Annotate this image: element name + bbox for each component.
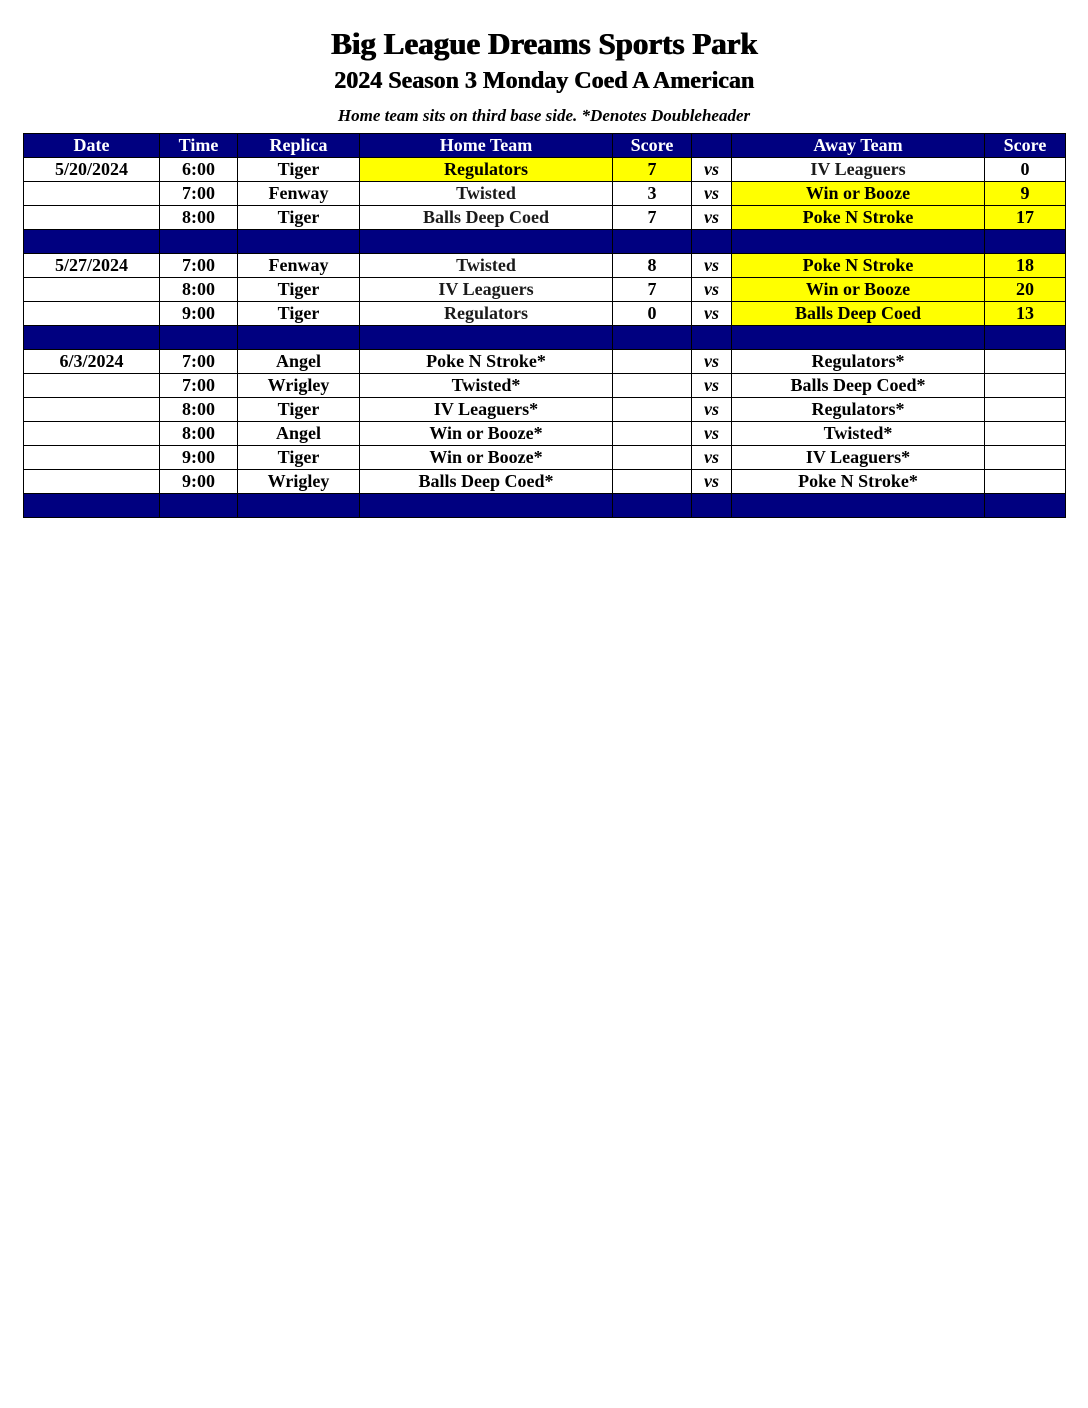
- separator-cell: [613, 326, 692, 350]
- date-cell: [24, 422, 160, 446]
- home-score-cell: [613, 350, 692, 374]
- home-score-cell: 7: [613, 278, 692, 302]
- away-score-cell: [985, 446, 1066, 470]
- table-row: [24, 206, 1066, 230]
- home-team-cell: Balls Deep Coed*: [360, 470, 613, 494]
- away-team-cell: Balls Deep Coed*: [732, 374, 985, 398]
- home-team-cell: IV Leaguers*: [360, 398, 613, 422]
- separator-cell: [732, 326, 985, 350]
- home-score-cell: 7: [613, 158, 692, 182]
- replica-cell: Tiger: [238, 302, 360, 326]
- time-cell: 8:00: [160, 206, 238, 230]
- home-team-cell: Regulators: [360, 158, 613, 182]
- replica-cell: Angel: [238, 350, 360, 374]
- table-row: [24, 398, 1066, 422]
- time-cell: 6:00: [160, 158, 238, 182]
- table-row: [24, 302, 1066, 326]
- vs-cell: vs: [692, 302, 732, 326]
- home-score-cell: [613, 470, 692, 494]
- time-cell: 8:00: [160, 398, 238, 422]
- time-cell: 8:00: [160, 278, 238, 302]
- replica-cell: Fenway: [238, 254, 360, 278]
- away-score-cell: 17: [985, 206, 1066, 230]
- away-team-cell: Poke N Stroke: [732, 206, 985, 230]
- separator-cell: [24, 326, 160, 350]
- table-row: [24, 470, 1066, 494]
- home-score-cell: [613, 374, 692, 398]
- home-team-cell: Twisted*: [360, 374, 613, 398]
- separator-cell: [160, 494, 238, 518]
- separator-cell: [692, 230, 732, 254]
- away-team-cell: Poke N Stroke*: [732, 470, 985, 494]
- time-cell: 9:00: [160, 302, 238, 326]
- separator-cell: [160, 326, 238, 350]
- away-team-cell: Twisted*: [732, 422, 985, 446]
- separator-cell: [692, 326, 732, 350]
- date-cell: [24, 398, 160, 422]
- away-team-cell: Poke N Stroke: [732, 254, 985, 278]
- replica-cell: Fenway: [238, 182, 360, 206]
- away-team-cell: Regulators*: [732, 398, 985, 422]
- date-cell: [24, 206, 160, 230]
- time-cell: 7:00: [160, 374, 238, 398]
- replica-cell: Tiger: [238, 446, 360, 470]
- separator-cell: [985, 230, 1066, 254]
- time-cell: 8:00: [160, 422, 238, 446]
- table-row: [24, 182, 1066, 206]
- away-score-cell: [985, 470, 1066, 494]
- separator-cell: [160, 230, 238, 254]
- date-cell: [24, 182, 160, 206]
- separator-cell: [985, 494, 1066, 518]
- vs-cell: vs: [692, 350, 732, 374]
- vs-cell: vs: [692, 446, 732, 470]
- home-team-cell: Twisted: [360, 182, 613, 206]
- separator-cell: [238, 230, 360, 254]
- home-team-cell: IV Leaguers: [360, 278, 613, 302]
- away-score-cell: [985, 422, 1066, 446]
- header-replica: Replica: [238, 134, 360, 158]
- date-cell: [24, 374, 160, 398]
- replica-cell: Tiger: [238, 158, 360, 182]
- home-score-cell: 0: [613, 302, 692, 326]
- separator-cell: [238, 494, 360, 518]
- vs-cell: vs: [692, 206, 732, 230]
- home-team-cell: Twisted: [360, 254, 613, 278]
- home-team-cell: Win or Booze*: [360, 422, 613, 446]
- separator-row: [24, 326, 1066, 350]
- header-away-team: Away Team: [732, 134, 985, 158]
- away-score-cell: [985, 374, 1066, 398]
- vs-cell: vs: [692, 158, 732, 182]
- header-away-score: Score: [985, 134, 1066, 158]
- home-team-cell: Balls Deep Coed: [360, 206, 613, 230]
- replica-cell: Wrigley: [238, 374, 360, 398]
- header-date: Date: [24, 134, 160, 158]
- date-cell: 5/20/2024: [24, 158, 160, 182]
- home-team-cell: Regulators: [360, 302, 613, 326]
- page-title: Big League Dreams Sports Park: [330, 26, 758, 61]
- date-cell: [24, 302, 160, 326]
- home-score-cell: 3: [613, 182, 692, 206]
- table-row: [24, 446, 1066, 470]
- away-score-cell: 20: [985, 278, 1066, 302]
- vs-cell: vs: [692, 278, 732, 302]
- separator-cell: [24, 230, 160, 254]
- replica-cell: Tiger: [238, 206, 360, 230]
- table-row: [24, 278, 1066, 302]
- home-score-cell: 8: [613, 254, 692, 278]
- replica-cell: Tiger: [238, 278, 360, 302]
- separator-row: [24, 494, 1066, 518]
- table-row: [24, 350, 1066, 374]
- date-cell: [24, 470, 160, 494]
- away-team-cell: IV Leaguers*: [732, 446, 985, 470]
- home-score-cell: 7: [613, 206, 692, 230]
- separator-cell: [360, 494, 613, 518]
- replica-cell: Wrigley: [238, 470, 360, 494]
- replica-cell: Angel: [238, 422, 360, 446]
- away-team-cell: Balls Deep Coed: [732, 302, 985, 326]
- replica-cell: Tiger: [238, 398, 360, 422]
- schedule-note: Home team sits on third base side. *Denotes Doubleheader: [337, 106, 751, 125]
- schedule-table: [23, 133, 1066, 518]
- time-cell: 9:00: [160, 470, 238, 494]
- time-cell: 9:00: [160, 446, 238, 470]
- header-home-team: Home Team: [360, 134, 613, 158]
- vs-cell: vs: [692, 374, 732, 398]
- home-score-cell: [613, 422, 692, 446]
- home-team-cell: Win or Booze*: [360, 446, 613, 470]
- separator-cell: [360, 326, 613, 350]
- away-score-cell: 18: [985, 254, 1066, 278]
- home-score-cell: [613, 446, 692, 470]
- away-score-cell: 0: [985, 158, 1066, 182]
- away-score-cell: 13: [985, 302, 1066, 326]
- page-subtitle: 2024 Season 3 Monday Coed A American: [333, 68, 755, 94]
- away-team-cell: IV Leaguers: [732, 158, 985, 182]
- table-header-row: [24, 134, 1066, 158]
- date-cell: 5/27/2024: [24, 254, 160, 278]
- separator-cell: [732, 494, 985, 518]
- time-cell: 7:00: [160, 254, 238, 278]
- separator-row: [24, 230, 1066, 254]
- separator-cell: [613, 230, 692, 254]
- away-score-cell: [985, 398, 1066, 422]
- away-team-cell: Win or Booze: [732, 182, 985, 206]
- table-row: [24, 254, 1066, 278]
- date-cell: 6/3/2024: [24, 350, 160, 374]
- date-cell: [24, 446, 160, 470]
- separator-cell: [613, 494, 692, 518]
- header-home-score: Score: [613, 134, 692, 158]
- header-time: Time: [160, 134, 238, 158]
- away-score-cell: 9: [985, 182, 1066, 206]
- table-row: [24, 422, 1066, 446]
- separator-cell: [692, 494, 732, 518]
- time-cell: 7:00: [160, 182, 238, 206]
- vs-cell: vs: [692, 182, 732, 206]
- away-score-cell: [985, 350, 1066, 374]
- time-cell: 7:00: [160, 350, 238, 374]
- vs-cell: vs: [692, 398, 732, 422]
- table-row: [24, 374, 1066, 398]
- schedule-body: [24, 134, 1066, 518]
- header-vs: [692, 134, 732, 158]
- vs-cell: vs: [692, 422, 732, 446]
- separator-cell: [360, 230, 613, 254]
- separator-cell: [732, 230, 985, 254]
- separator-cell: [24, 494, 160, 518]
- away-team-cell: Win or Booze: [732, 278, 985, 302]
- vs-cell: vs: [692, 254, 732, 278]
- date-cell: [24, 278, 160, 302]
- separator-cell: [985, 326, 1066, 350]
- away-team-cell: Regulators*: [732, 350, 985, 374]
- table-row: [24, 158, 1066, 182]
- home-team-cell: Poke N Stroke*: [360, 350, 613, 374]
- vs-cell: vs: [692, 470, 732, 494]
- home-score-cell: [613, 398, 692, 422]
- separator-cell: [238, 326, 360, 350]
